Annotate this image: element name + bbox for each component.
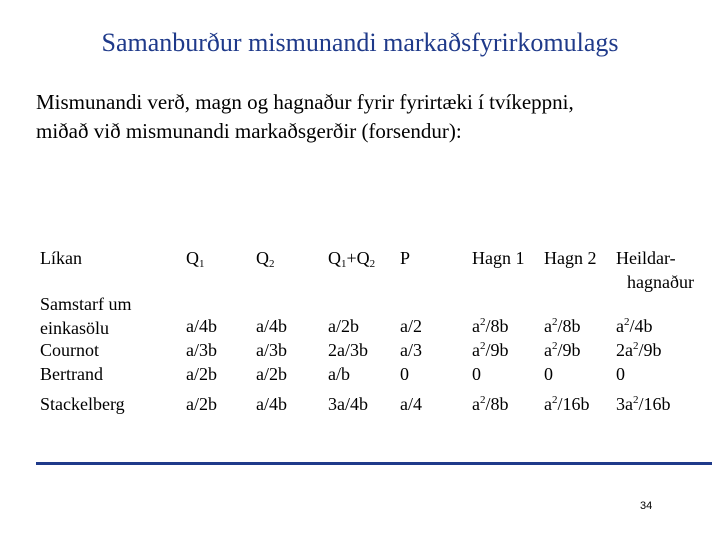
cell-q1: a/2b: [186, 364, 217, 384]
cell-p: a/2: [400, 316, 422, 336]
cell-profit-2: $a^2/16b$: [544, 394, 590, 414]
intro-line-2: miðað við mismunandi markaðsgerðir (forsendur):: [36, 119, 462, 143]
header-profit-1: Hagn 1: [472, 248, 525, 268]
row-model-cournot: Cournot: [40, 340, 100, 360]
cell-qsum: 2a/3b: [328, 340, 368, 360]
cell-p: 0: [400, 364, 409, 384]
cell-q2: a/3b: [256, 340, 287, 360]
header-profit-2: Hagn 2: [544, 248, 597, 268]
row-model-collusion: Samstarf um einkasölu: [40, 294, 132, 338]
cell-total-profit: $a^2/4b$: [616, 316, 653, 336]
cell-total-profit: $3a^2/16b$: [616, 394, 671, 414]
cell-q2: a/4b: [256, 394, 287, 414]
cell-p: a/4: [400, 394, 422, 414]
row-model-bertrand: Bertrand: [40, 364, 103, 384]
cell-profit-2: $a^2/9b$: [544, 340, 581, 360]
footer-divider: [36, 462, 712, 465]
header-q1: $Q_1$: [186, 248, 205, 270]
cell-qsum: a/b: [328, 364, 350, 384]
cell-profit-1: 0: [472, 364, 481, 384]
header-qsum: $Q_1+Q_2$: [328, 248, 376, 270]
cell-qsum: 3a/4b: [328, 394, 368, 414]
cell-total-profit: $2a^2/9b$: [616, 340, 662, 360]
row-model-stackelberg: Stackelberg: [40, 394, 125, 414]
cell-profit-1: $a^2/9b$: [472, 340, 509, 360]
cell-q1: a/4b: [186, 316, 217, 336]
cell-q2: a/2b: [256, 364, 287, 384]
cell-profit-2: $a^2/8b$: [544, 316, 581, 336]
cell-profit-2: 0: [544, 364, 553, 384]
header-total-profit: Heildar- hagnaður: [616, 248, 694, 292]
cell-qsum: a/2b: [328, 316, 359, 336]
intro-text: [36, 88, 696, 146]
cell-q2: a/4b: [256, 316, 287, 336]
cell-total-profit: 0: [616, 364, 625, 384]
cell-profit-1: $a^2/8b$: [472, 394, 509, 414]
header-p: P: [400, 248, 411, 268]
cell-q1: a/2b: [186, 394, 217, 414]
cell-q1: a/3b: [186, 340, 217, 360]
header-q2: $Q_2$: [256, 248, 275, 270]
header-model: Líkan: [40, 248, 82, 268]
cell-profit-1: $a^2/8b$: [472, 316, 509, 336]
slide-title: Samanburður mismunandi markaðsfyrirkomulags: [101, 28, 619, 57]
cell-p: a/3: [400, 340, 422, 360]
intro-line-1: Mismunandi verð, magn og hagnaður fyrir fyrirtæki í tvíkeppni,: [36, 90, 574, 114]
page-number: 34: [640, 500, 653, 512]
